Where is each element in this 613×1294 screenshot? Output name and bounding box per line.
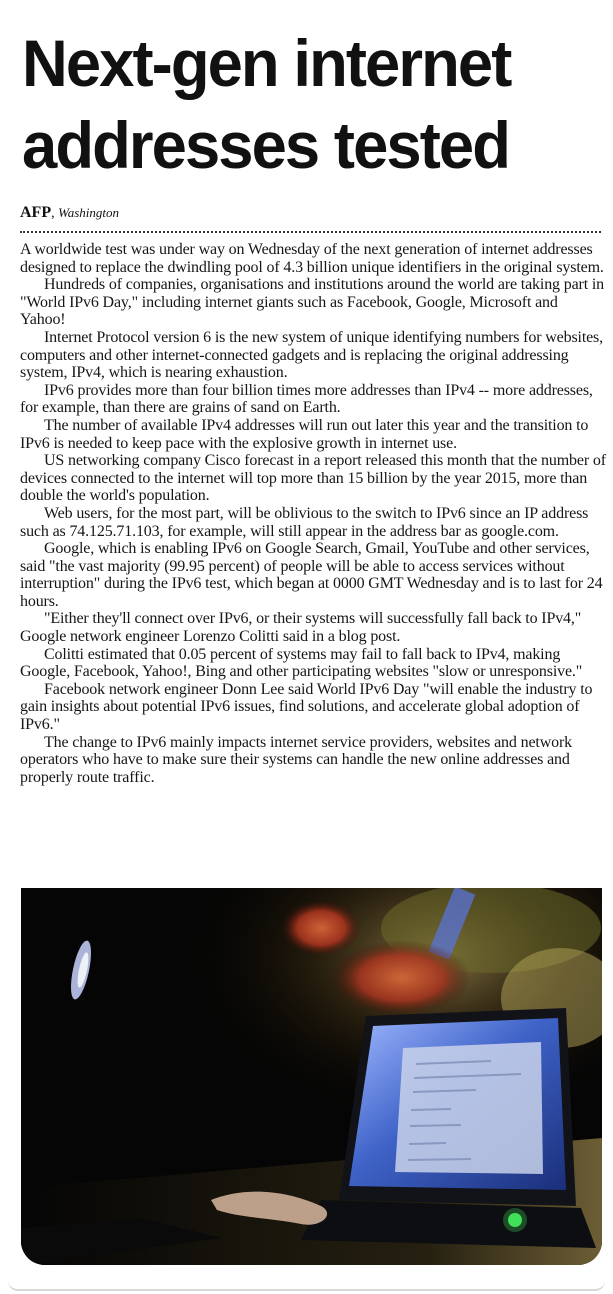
article-paragraph: "Either they'll connect over IPv6, or their systems will successfully fall back to IPv4," Google network engineer Lorenzo Colitti said in a blog post. bbox=[20, 610, 582, 646]
laptop-photo-icon bbox=[21, 888, 602, 1265]
article-paragraph: US networking company Cisco forecast in a report released this month that the number of devices connected to the internet will top more than 15 billion by the year 2015, more than double the world's population. bbox=[20, 452, 606, 505]
byline bbox=[20, 204, 119, 223]
article-paragraph: Colitti estimated that 0.05 percent of systems may fail to fall back to IPv4, making Google, Facebook, Yahoo!, Bing and other participating websites "slow or unresponsive." bbox=[20, 645, 583, 681]
article-paragraph: Hundreds of companies, organisations and institutions around the world are taking part in "World IPv6 Day," including internet giants such as Facebook, Google, Microsoft and Yahoo! bbox=[20, 276, 605, 329]
article-paragraph: The number of available IPv4 addresses will run out later this year and the transition to IPv6 is needed to keep pace with the explosive growth in internet use. bbox=[20, 416, 589, 452]
article-paragraph: Facebook network engineer Donn Lee said World IPv6 Day "will enable the industry to gain insights about potential IPv6 issues, find solutions, and accelerate global adoption of IPv6." bbox=[20, 680, 593, 734]
article-paragraph: IPv6 provides more than four billion times more addresses than IPv4 -- more addresses, for example, than there are grains of sand on Earth. bbox=[20, 381, 593, 417]
article-paragraph: Internet Protocol version 6 is the new system of unique identifying numbers for websites, computers and other internet-connected gadgets and is replacing the original addressing system, IPv4, which is nearing exhaustion. bbox=[20, 328, 603, 382]
laptop-photo bbox=[21, 888, 602, 1265]
dotted-divider bbox=[20, 231, 601, 233]
article-paragraph: The change to IPv6 mainly impacts internet service providers, websites and network operators who have to make sure their systems can handle the new online addresses and properly route traffic. bbox=[20, 733, 572, 786]
byline-separator: , bbox=[51, 206, 59, 221]
clipping-border bbox=[8, 1281, 605, 1291]
byline-place: Washington bbox=[58, 205, 120, 220]
article-paragraph: Web users, for the most part, will be oblivious to the switch to IPv6 since an IP address such as 74.125.71.103, for example, will still appear in the address bar as google.com. bbox=[20, 504, 589, 540]
byline-agency: AFP bbox=[20, 204, 52, 221]
headline: Next-gen internet addresses tested bbox=[22, 26, 511, 182]
article-paragraph: Google, which is enabling IPv6 on Google Search, Gmail, YouTube and other services, said "the vast majority (99.95 percent) of people will be able to access services without interruption" during the IPv6 test, which began at 0000 GMT Wednesday and is to last for 24 hours. bbox=[20, 540, 603, 610]
article-paragraph: A worldwide test was under way on Wednesday of the next generation of internet addresses designed to replace the dwindling pool of 4.3 billion unique identifiers in the original system. bbox=[20, 241, 604, 276]
article-body bbox=[20, 241, 606, 786]
